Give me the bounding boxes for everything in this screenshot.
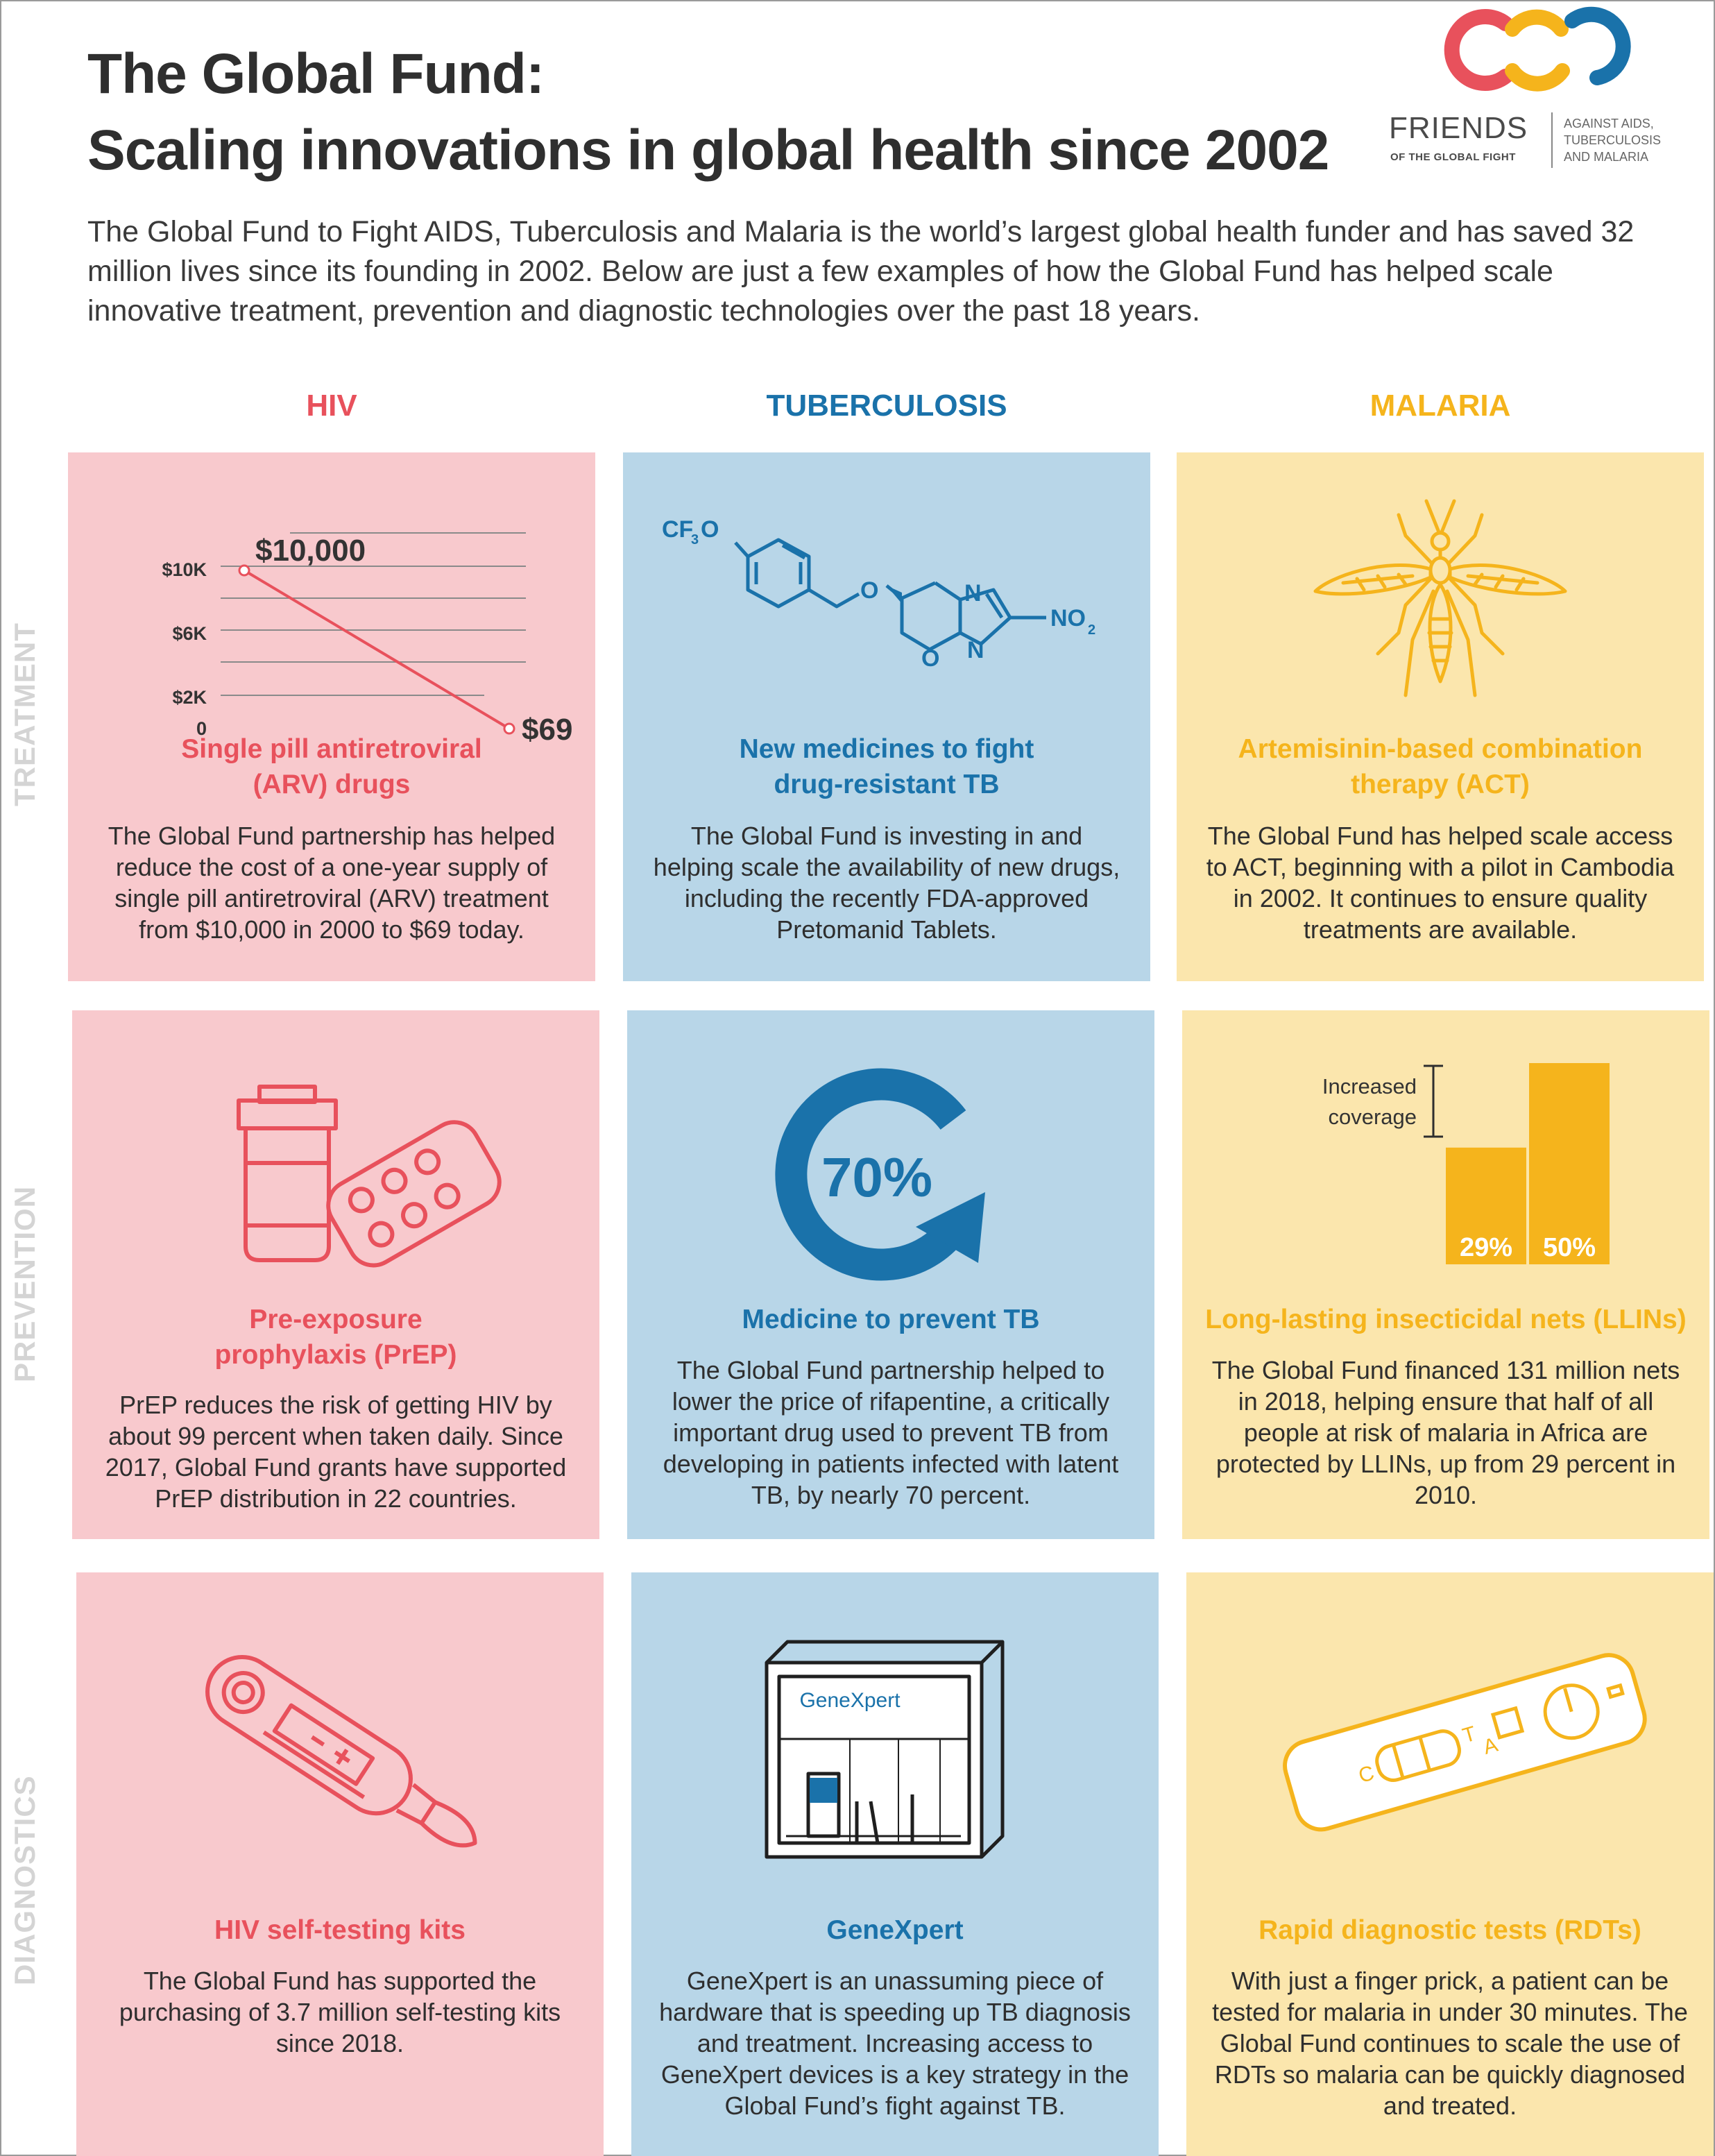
start-point [239,566,249,575]
card-malaria-treatment [1177,452,1704,981]
tick-0: 0 [196,718,207,739]
start-label: $10,000 [255,534,366,568]
card-hiv-treatment [68,452,595,981]
arv-cost-chart [123,495,581,747]
logo-subtitle: OF THE GLOBAL FIGHT [1390,151,1516,163]
column-heading-tb: TUBERCULOSIS [766,389,1007,423]
logo-name: FRIENDS [1389,111,1528,145]
stereo-wedge [887,586,902,604]
tick-6k: $6K [172,623,207,644]
tagline-line-2: TUBERCULOSIS [1564,133,1662,147]
card-hiv-diagnostics [76,1572,604,2156]
card-title [82,731,581,802]
annotation-line-1: Increased [1322,1074,1417,1098]
title-line-2: Scaling innovations in global health since 2002 [87,119,1329,182]
card-title [86,1302,586,1373]
intro-paragraph: The Global Fund to Fight AIDS, Tuberculosis and Malaria is the world’s largest global health funder and has saved 32 million lives since its founding in 2002. Below are just a few examples of how the Global Fund has helped scale innovative treatment, prevention and diagnostic technologies over the past 18 years. [87,215,1635,328]
title-line-1: Artemisinin-based combination [1238,734,1643,764]
title-line-2: (ARV) drugs [253,770,411,799]
card-title: Long-lasting insecticidal nets (LLINs) [1205,1305,1687,1334]
rings-logo-icon [1436,1,1630,99]
title-line-1: Pre-exposure [249,1305,423,1334]
o-label-3: O [921,645,940,672]
coverage-value-label-1: 29% [1459,1233,1513,1262]
row-label-treatment: TREATMENT [8,622,41,807]
end-label: $69 [522,713,573,747]
title-line-1: Single pill antiretroviral [181,734,482,764]
card-title [637,731,1136,802]
card-body: GeneXpert is an unassuming piece of hardware that is speeding up TB diagnosis and treatment. Increasing access to GeneXpert devices is a key strategy in the Global Fund’s fight against TB. [659,1967,1131,2120]
title-line-2: prophylaxis (PrEP) [214,1340,457,1370]
title-line-1: New medicines to fight [739,734,1034,764]
cost-decline-line [244,570,509,729]
card-title: Medicine to prevent TB [742,1305,1040,1334]
card-body: The Global Fund has supported the purchasing of 3.7 million self-testing kits since 2018. [119,1967,561,2057]
card-malaria-prevention [1182,1010,1709,1539]
title-line-2: therapy (ACT) [1351,770,1530,799]
tagline-line-3: AND MALARIA [1564,150,1649,164]
rdt-cassette-icon [1270,1621,1658,1857]
coverage-value-label-2: 50% [1542,1233,1596,1262]
card-body: The Global Fund partnership has helped reduce the cost of a one-year supply of single pill antiretroviral (ARV) treatment from $10,000 in 2000 to $69 today. [108,822,556,944]
tagline-line-1: AGAINST AIDS, [1564,117,1654,130]
percent-label: 70% [821,1146,933,1208]
card-body: The Global Fund financed 131 million nets in 2018, helping ensure that half of all people at risk of malaria in Africa are protected by LLINs, up from 29 percent in 2010. [1211,1356,1680,1509]
machine-label: GeneXpert [799,1689,901,1712]
o-label-2: O [860,577,879,604]
card-title: HIV self-testing kits [214,1915,466,1945]
llin-coverage-chart [1279,1059,1612,1267]
card-title [1191,731,1690,802]
card-hiv-prevention [72,1010,599,1539]
row-label-prevention: PREVENTION [8,1185,41,1382]
circular-arrow-icon [759,1066,1023,1288]
mosquito-icon [1302,487,1579,702]
o-label-1: O [701,516,719,543]
hiv-test-kit-icon [180,1628,513,1892]
rdt-label-t: T [1460,1722,1479,1748]
card-body: With just a finger prick, a patient can be tested for malaria in under 30 minutes. The Global Fund continues to scale the use of RDTs so malaria can be quickly diagnosed and treated. [1212,1967,1688,2120]
card-malaria-diagnostics [1186,1572,1714,2156]
no2-label: NO [1050,605,1086,631]
card-body: The Global Fund has helped scale access to ACT, beginning with a pilot in Cambodia in 2002. It continues to ensure quality treatments are available. [1206,822,1675,944]
card-body: The Global Fund is investing in and helping scale the availability of new drugs, including the recently FDA-approved Pretomanid Tablets. [653,822,1120,944]
tick-2k: $2K [172,687,207,708]
n-label-2: N [967,637,984,663]
page-title [87,36,1329,189]
logo-tagline [1564,115,1661,165]
column-heading-malaria: MALARIA [1370,389,1511,423]
pretomanid-molecule-icon [658,501,1102,681]
card-tb-treatment [623,452,1150,981]
no2-subscript: 2 [1088,622,1096,638]
card-title: GeneXpert [826,1915,964,1945]
rdt-label-a: A [1481,1733,1501,1759]
n-label-1: N [964,580,982,606]
column-heading-hiv: HIV [306,389,357,423]
friends-logo [1388,0,1679,173]
card-body: The Global Fund partnership helped to lower the price of rifapentine, a critically important drug used to prevent TB from developing in patients infected with latent TB, by nearly 70 percent. [663,1356,1119,1509]
rdt-label-c: C [1356,1761,1377,1788]
tick-10k: $10K [162,559,207,580]
card-tb-diagnostics [631,1572,1159,2156]
card-title: Rapid diagnostic tests (RDTs) [1258,1915,1641,1945]
logo-divider [1551,112,1553,168]
annotation-line-2: coverage [1328,1105,1417,1129]
card-body: PrEP reduces the risk of getting HIV by about 99 percent when taken daily. Since 2017, Global Fund grants have supported PrEP distribution in 22 countries. [105,1391,567,1513]
cf3-label: CF [662,516,694,543]
card-tb-prevention [627,1010,1154,1539]
pill-bottle-icon [225,1080,516,1288]
title-line-2: drug-resistant TB [774,770,1000,799]
cf3-subscript: 3 [691,532,699,548]
genexpert-machine-icon [753,1635,1044,1871]
row-label-diagnostics: DIAGNOSTICS [8,1775,41,1986]
title-line-1: The Global Fund: [87,42,545,105]
